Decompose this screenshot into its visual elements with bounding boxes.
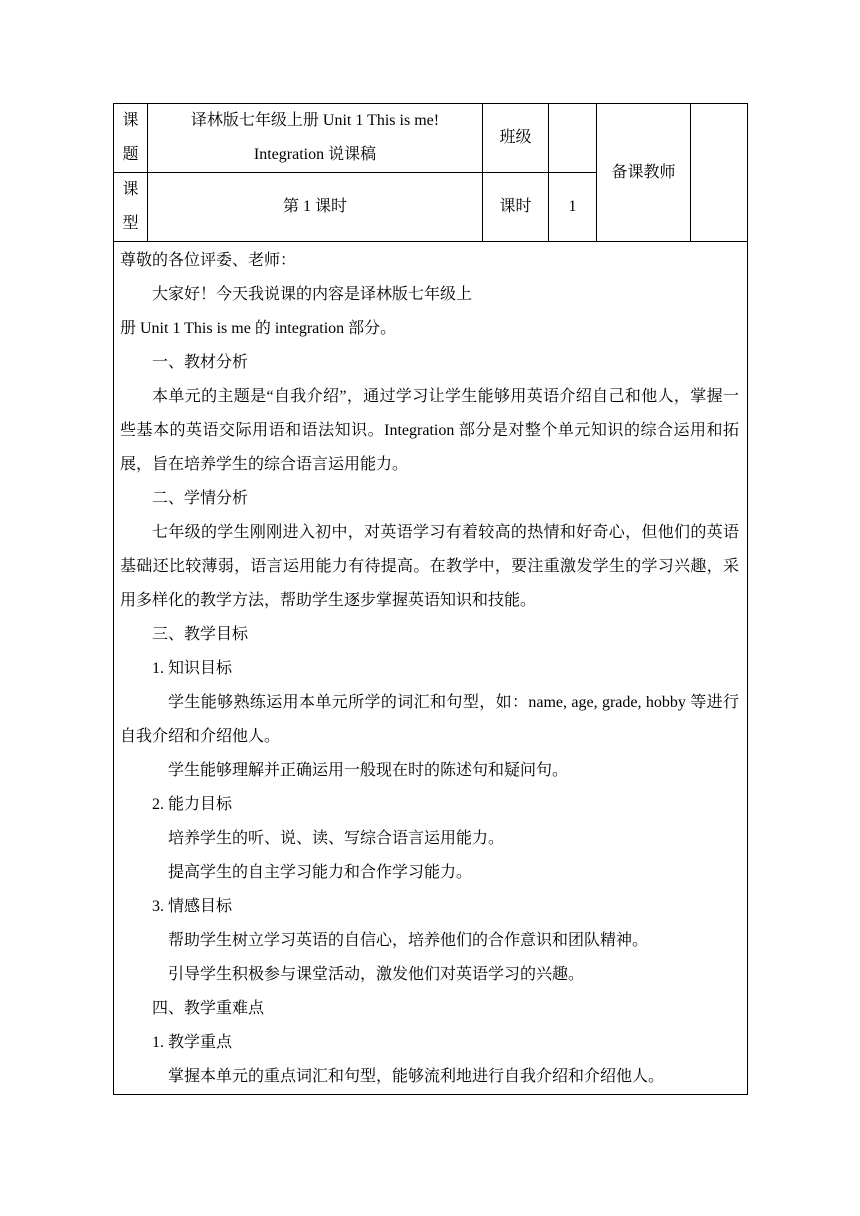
section2-title: 二、学情分析 [152,490,249,507]
hours-label: 课时 [483,173,549,242]
goal2-text1: 培养学生的听、说、读、写综合语言运用能力。 [168,830,505,847]
goal3-text2: 引导学生积极参与课堂活动，激发他们对英语学习的兴趣。 [168,966,585,983]
teacher-value [691,104,748,242]
topic-title-line1: 译林版七年级上册 Unit 1 This is me! [190,112,440,129]
topic-label-char-1: 课 [122,112,139,129]
goal1-text2: 学生能够理解并正确运用一般现在时的陈述句和疑问句。 [168,762,569,779]
goal3-text1: 帮助学生树立学习英语的自信心，培养他们的合作意识和团队精神。 [168,932,649,949]
key1-text: 掌握本单元的重点词汇和句型，能够流利地进行自我介绍和介绍他人。 [168,1068,665,1085]
intro-line2: 册 Unit 1 This is me 的 integration 部分。 [120,320,397,337]
type-label-char-2: 型 [122,215,139,232]
teacher-label: 备课教师 [597,104,691,242]
goal1-title: 1. 知识目标 [152,660,233,677]
greeting: 尊敬的各位评委、老师： [120,252,297,269]
topic-label-char-2: 题 [122,146,139,163]
goal3-title: 3. 情感目标 [152,898,233,915]
topic-label-cell [114,104,148,173]
section1-title: 一、教材分析 [152,354,249,371]
goal1-text1: 学生能够熟练运用本单元所学的词汇和句型，如：name, age, grade, hobby 等进行自我介绍和介绍他人。 [120,694,739,745]
goal2-title: 2. 能力目标 [152,796,233,813]
key1-title: 1. 教学重点 [152,1034,233,1051]
type-label-cell [114,173,148,242]
topic-title-line2: Integration 说课稿 [253,146,377,163]
class-label: 班级 [483,104,549,173]
goal2-text2: 提高学生的自主学习能力和合作学习能力。 [168,864,473,881]
body-cell [114,242,748,1095]
section2-text: 七年级的学生刚刚进入初中，对英语学习有着较高的热情和好奇心，但他们的英语基础还比较薄弱，语言运用能力有待提高。在教学中，要注重激发学生的学习兴趣，采用多样化的教学方法，帮助学生逐步掌握英语知识和技能。 [120,524,739,609]
header-row-topic [114,104,748,173]
section4-title: 四、教学重难点 [152,1000,265,1017]
body-row [114,242,748,1095]
intro-line1: 大家好！今天我说课的内容是译林版七年级上 [152,286,473,303]
hours-value: 1 [549,173,597,242]
section1-text: 本单元的主题是“自我介绍”，通过学习让学生能够用英语介绍自己和他人，掌握一些基本的英语交际用语和语法知识。Integration 部分是对整个单元知识的综合运用和拓展，旨在培养学生的综合语言运用能力。 [120,388,739,473]
type-label-char-1: 课 [122,181,139,198]
type-value: 第 1 课时 [148,173,483,242]
lesson-plan-table [113,103,748,1095]
topic-title-cell [148,104,483,173]
class-value [549,104,597,173]
lesson-body [114,242,747,1094]
section3-title: 三、教学目标 [152,626,249,643]
